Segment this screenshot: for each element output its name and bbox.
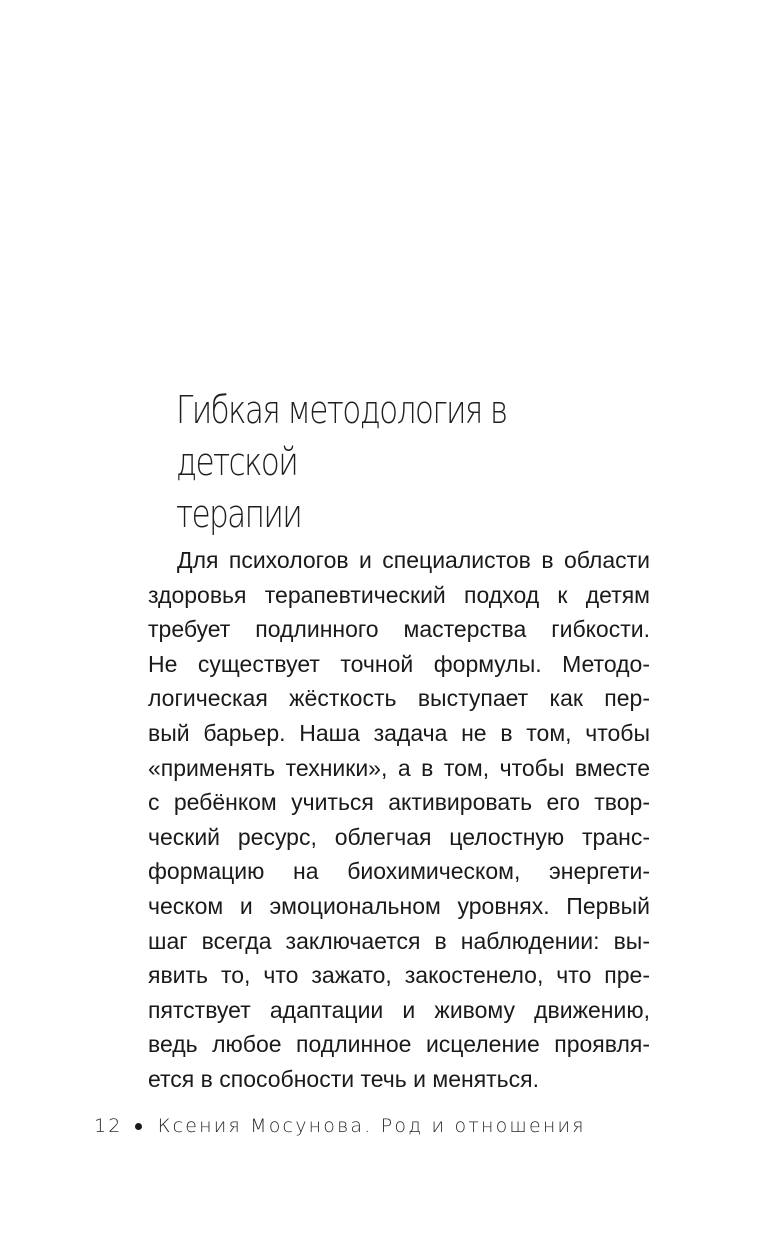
chapter-title xyxy=(176,384,635,540)
paragraph-line: пятствует адаптации и живому движению, xyxy=(148,996,650,1023)
paragraph-line: вый барьер. Наша задача не в том, чтобы xyxy=(148,719,650,746)
paragraph-line: Не существует точной формулы. Методо- xyxy=(148,650,650,677)
paragraph-line: «применять техники», а в том, чтобы вместе xyxy=(148,754,650,781)
paragraph-line: здоровья терапевтический подход к детям xyxy=(148,581,650,608)
page-footer xyxy=(94,1112,586,1140)
bullet-separator-icon xyxy=(135,1123,142,1130)
paragraph-line: ческом и эмоциональном уровнях. Первый xyxy=(148,892,650,919)
paragraph-line: Для психологов и специалистов в области xyxy=(177,547,650,573)
paragraph-line: с ребёнком учиться активировать его твор- xyxy=(148,789,650,816)
chapter-title-line: Гибкая методология в детской xyxy=(176,388,507,484)
running-title: Ксения Мосунова. Род и отношения xyxy=(157,1115,586,1137)
chapter-title-line: терапии xyxy=(176,492,302,536)
paragraph-line: логическая жёсткость выступает как пер- xyxy=(148,685,650,712)
page-number: 12 xyxy=(94,1115,123,1137)
paragraph-line: явить то, что зажато, закостенело, что пре- xyxy=(148,962,650,989)
paragraph-line: ведь любое подлинное исцеление проявля- xyxy=(148,1031,650,1058)
body-paragraph xyxy=(148,543,650,1097)
paragraph-line: требует подлинного мастерства гибкости. xyxy=(148,616,650,643)
paragraph-line-last: ется в способности течь и меняться. xyxy=(148,1065,540,1092)
paragraph-line: формацию на биохимическом, энергети- xyxy=(148,858,650,885)
paragraph-line: ческий ресурс, облегчая целостную транс- xyxy=(148,823,650,850)
paragraph-line: шаг всегда заключается в наблюдении: вы- xyxy=(148,927,650,954)
